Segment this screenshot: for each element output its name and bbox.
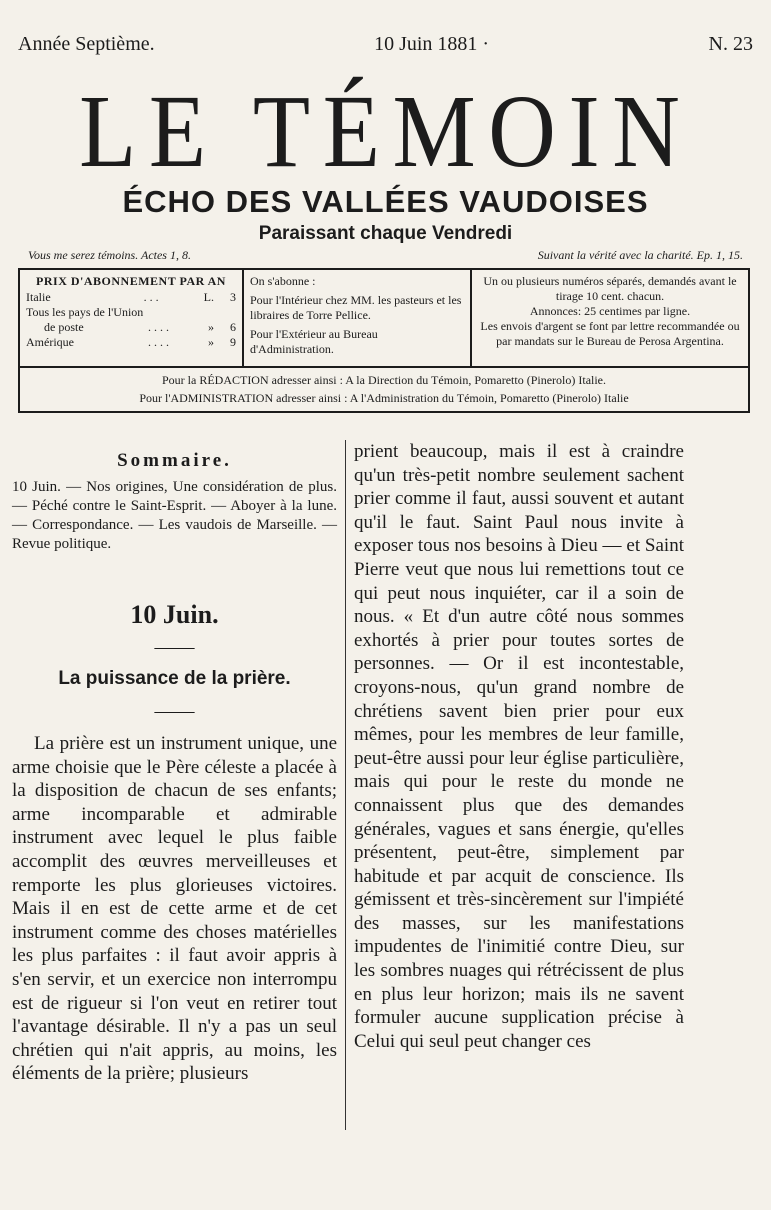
header-line bbox=[18, 30, 753, 58]
year-label: Année Septième. bbox=[18, 32, 155, 55]
separator: —— bbox=[154, 700, 195, 722]
subscribe-interior: Pour l'Intérieur chez MM. les pasteurs et les libraires de Torre Pellice. bbox=[250, 293, 462, 322]
subscribe-title: On s'abonne : bbox=[250, 274, 316, 288]
subscribe-column bbox=[244, 270, 472, 366]
price-unit: » bbox=[208, 320, 214, 334]
summary-text: 10 Juin. — Nos origines, Une considération de plus. — Péché contre le Saint-Esprit. — Aboyer à la lune. — Correspondance. — Les vaudois de Marseille. — Revue politique. bbox=[12, 479, 337, 552]
price-value: 6 bbox=[230, 320, 236, 334]
left-column bbox=[12, 438, 337, 1198]
article-continuation: prient beaucoup, mais il est à craindre qu'un très-petit nombre seulement sachent prier comme il faut, aussi souvent et autant qu'il le faut. Saint Paul nous invite à exposer tous nos besoins à Dieu — et Saint Pierre veut que nous lui remettions tout ce qui peut nous inquiéter, car il a soin de nous. « Et d'un autre côté nous sommes exhortés à prier pour toutes sortes de personnes. — Or il est incontestable, croyons-nous, qu'un grand nombre de chrétiens savent bien prier pour eux mêmes, pour les membres de leur famille, peut-être aussi pour leur église particulière, mais qui pour le reste du monde ne connaissent plus que des demandes générales, vagues et sans énergie, qu'elles présentent, peut-être, simplement par habitude et par acquit de conscience. Ils gémissent et très-sincèrement sur l'impiété des masses, sur les manifestations impudentes de l'inimitié contre Dieu, sur les sombres nuages qui rétrécissent de plus en plus leur horizon; mais ils ne savent formuler aucune supplication précise à Celui qui seul peut changer ces bbox=[354, 441, 684, 1052]
newspaper-subtitle: ÉCHO DES VALLÉES VAUDOISES bbox=[122, 184, 649, 219]
subscribe-exterior: Pour l'Extérieur au Bureau d'Administration. bbox=[250, 327, 378, 356]
price-name: Italie bbox=[26, 290, 51, 304]
prices-title: PRIX D'ABONNEMENT PAR AN bbox=[36, 274, 226, 288]
column-divider bbox=[345, 440, 346, 1130]
price-value: 9 bbox=[230, 335, 236, 349]
masthead bbox=[18, 74, 753, 189]
price-row bbox=[26, 335, 236, 350]
motto-left: Vous me serez témoins. Actes 1, 8. bbox=[28, 248, 191, 262]
section-date-heading: 10 Juin. bbox=[130, 600, 219, 629]
notices-column bbox=[472, 270, 748, 366]
article-title: La puissance de la prière. bbox=[58, 668, 291, 689]
issue-number: N. 23 bbox=[708, 32, 753, 55]
administration-address: Pour l'ADMINISTRATION adresser ainsi : A l'Administration du Témoin, Pomaretto (Pinerolo) Italie bbox=[139, 391, 629, 405]
subscription-box bbox=[18, 268, 750, 413]
prices-column bbox=[20, 270, 244, 366]
box-divider bbox=[20, 366, 748, 368]
price-dots: . . . . bbox=[148, 320, 169, 334]
payment-note: Les envois d'argent se font par lettre recommandée ou par mandats sur le Bureau de Perosa Argentina. bbox=[480, 319, 740, 348]
motto-right: Suivant la vérité avec la charité. Ep. 1, 15. bbox=[537, 248, 743, 262]
issue-date: 10 Juin 1881 · bbox=[374, 32, 490, 55]
price-row bbox=[26, 305, 236, 320]
price-dots: . . . . bbox=[148, 335, 169, 349]
mottos bbox=[28, 248, 743, 266]
single-issues-note: Un ou plusieurs numéros séparés, demandés avant le tirage 10 cent. chacun. bbox=[483, 274, 737, 303]
price-dots: . . . bbox=[143, 290, 159, 304]
price-name: de poste bbox=[44, 320, 84, 334]
article-paragraph: La prière est un instrument unique, une arme choisie que le Père céleste a placée à la disposition de chacun de ses enfants; arme incomparable et admirable instrument avec lequel le plus faible accomplit des œuvres merveilleuses et remporte les plus glorieuses victoires. Mais il en est de cette arme et de cet instrument comme des choses matérielles les plus parfaites : il faut avoir appris à s'en servir, et un exercice non interrompu est de rigueur si l'on veut en retirer tout l'avantage désirable. Il n'y a pas un seul chrétien qui n'ait appris, au moins, les éléments de la prière; plusieurs bbox=[12, 733, 337, 1085]
summary-title: Sommaire. bbox=[117, 450, 232, 471]
right-column bbox=[354, 438, 684, 1198]
price-unit: » bbox=[208, 335, 214, 349]
separator: —— bbox=[154, 636, 195, 658]
newspaper-title: LE TÉMOIN bbox=[78, 74, 693, 189]
price-name: Amérique bbox=[26, 335, 74, 349]
price-row bbox=[26, 290, 236, 305]
price-value: 3 bbox=[230, 290, 236, 304]
ads-price-note: Annonces: 25 centimes par ligne. bbox=[529, 304, 691, 318]
price-unit: L. bbox=[203, 290, 214, 304]
periodicity: Paraissant chaque Vendredi bbox=[258, 223, 513, 244]
price-row bbox=[26, 320, 236, 335]
price-name: Tous les pays de l'Union bbox=[26, 305, 144, 319]
redaction-address: Pour la RÉDACTION adresser ainsi : A la Direction du Témoin, Pomaretto (Pinerolo) Italie. bbox=[161, 373, 607, 387]
